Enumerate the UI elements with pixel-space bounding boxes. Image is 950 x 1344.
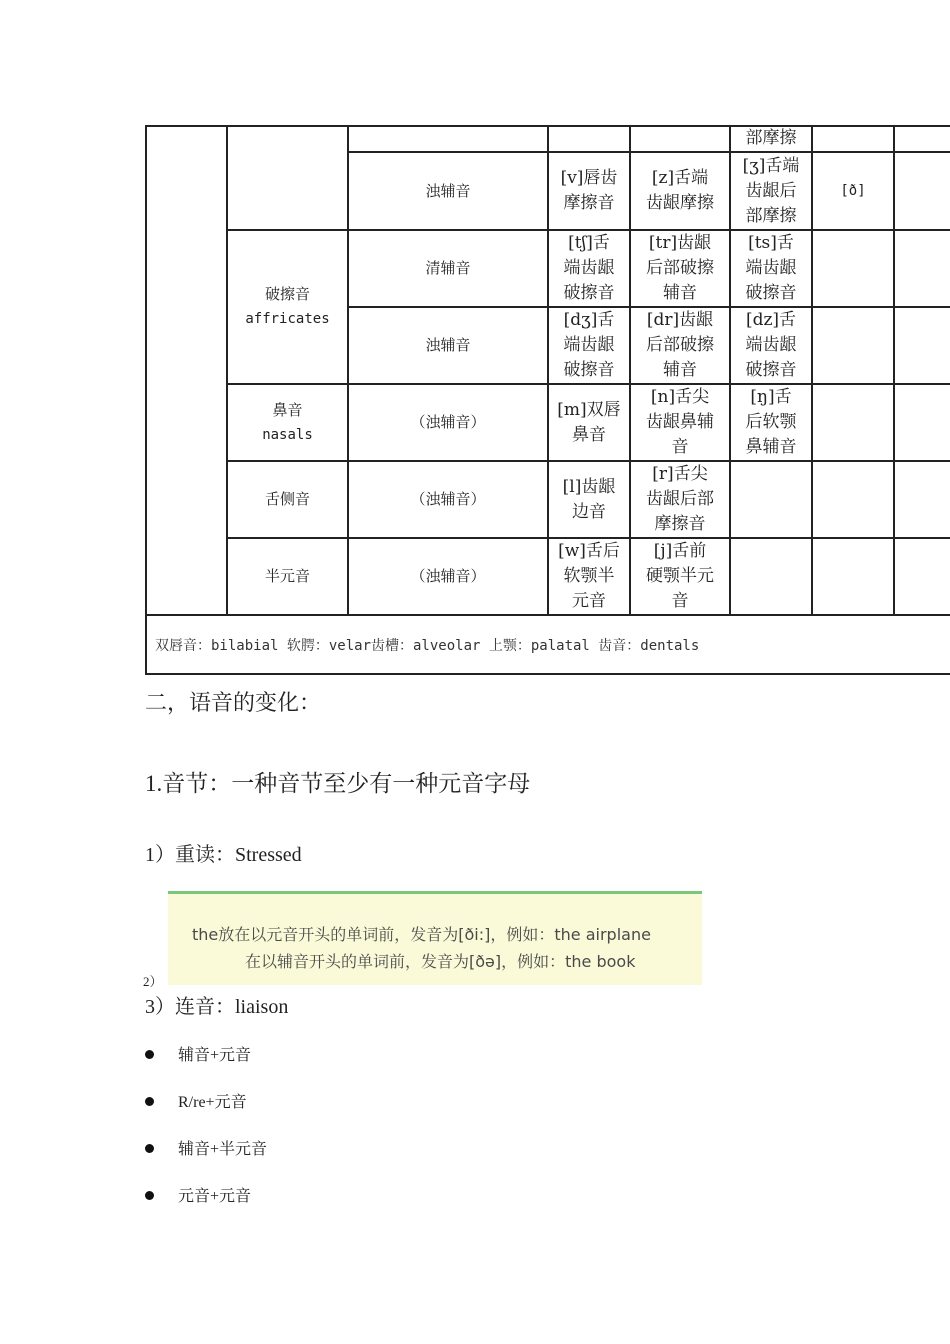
phoneme-description: [w]舌后 软颚半 元音 [558, 541, 620, 611]
category-semivowel [227, 538, 348, 615]
table-cell [630, 538, 730, 615]
table-cell [812, 152, 894, 230]
phoneme-description: [m]双唇 鼻音 [557, 399, 621, 445]
category-cn: 鼻音 [272, 400, 303, 419]
phoneme-description: [ð] [840, 182, 866, 199]
voicing-label: 浊辅音 [425, 336, 471, 354]
category-nasals [227, 384, 348, 461]
table-cell [730, 384, 812, 461]
callout-line-1: the放在以元音开头的单词前，发音为[ði:]，例如：the airplane [192, 925, 651, 944]
table-cell [630, 230, 730, 307]
list-item-text: 辅音+半元音 [178, 1141, 268, 1158]
item-2-label: 2） [143, 974, 163, 989]
table-cell [548, 384, 630, 461]
phoneme-description: [ts]舌 端齿龈 破擦音 [745, 233, 797, 303]
bullet-icon [145, 1191, 154, 1200]
category-lateral [227, 461, 348, 538]
table-cell [730, 230, 812, 307]
phoneme-description: [dz]舌 端齿龈 破擦音 [745, 310, 797, 380]
phoneme-description: [ʒ]舌端 齿龈后 部摩擦 [742, 155, 800, 226]
callout-line-2: 在以辅音开头的单词前，发音为[ðə]，例如：the book [245, 952, 636, 971]
list-item-text: R/re+元音 [178, 1094, 247, 1111]
bullet-icon [145, 1144, 154, 1153]
category-cn: 舌侧音 [264, 490, 310, 508]
phoneme-description: [v]唇齿 摩擦音 [560, 168, 618, 213]
category-cn: 破擦音 [264, 285, 310, 303]
category-en: affricates [245, 311, 330, 327]
category-en: nasals [262, 426, 313, 443]
table-cell [348, 307, 548, 384]
phoneme-description: [tr]齿龈 后部破擦 辅音 [646, 233, 714, 303]
phoneme-description: [r]舌尖 齿龈后部 摩擦音 [646, 464, 714, 534]
list-item [145, 1134, 267, 1181]
table-cell [630, 152, 730, 230]
phoneme-description: [n]舌尖 齿龈鼻辅 音 [646, 387, 714, 457]
item-liaison: 3）连音：liaison [145, 996, 289, 1018]
voicing-label: （浊辅音） [410, 567, 486, 585]
table-cell [348, 384, 548, 461]
article-pronunciation-callout [168, 891, 702, 985]
table-note: 双唇音：bilabial 软腭：velar齿槽：alveolar 上颚：palatal 齿音：dentals [155, 638, 700, 654]
cell-text: 部摩擦 [745, 128, 797, 148]
voicing-label: （浊辅音） [410, 413, 486, 431]
table-cell [630, 307, 730, 384]
voicing-label: 浊辅音 [425, 181, 471, 200]
list-item-text: 辅音+元音 [178, 1047, 252, 1064]
table-cell [730, 307, 812, 384]
voicing-label: （浊辅音） [410, 490, 486, 508]
table-cell [548, 307, 630, 384]
phoneme-description: [z]舌端 齿龈摩擦 [646, 168, 714, 213]
list-item [145, 1040, 267, 1087]
bullet-icon [145, 1097, 154, 1106]
item-stressed: 1）重读：Stressed [145, 844, 302, 866]
category-affricates [227, 230, 348, 384]
table-cell [548, 461, 630, 538]
list-item-text: 元音+元音 [178, 1188, 252, 1205]
consonant-table [145, 125, 950, 675]
table-cell [348, 538, 548, 615]
table-cell [730, 152, 812, 230]
table-cell [630, 384, 730, 461]
voicing-label: 清辅音 [425, 259, 471, 277]
section-heading: 二，语音的变化： [145, 691, 322, 716]
bullet-icon [145, 1050, 154, 1059]
syllable-heading: 1.音节：一种音节至少有一种元音字母 [145, 771, 531, 796]
table-cell [548, 152, 630, 230]
phoneme-description: [ŋ]舌 后软颚 鼻辅音 [745, 387, 797, 457]
table-cell [730, 125, 812, 152]
liaison-list [145, 1040, 267, 1228]
table-cell [348, 461, 548, 538]
list-item [145, 1087, 267, 1134]
phoneme-description: [tʃ]舌 端齿龈 破擦音 [563, 233, 615, 303]
list-item [145, 1181, 267, 1228]
phoneme-description: [j]舌前 硬颚半元 音 [646, 541, 714, 611]
phoneme-description: [l]齿龈 边音 [562, 476, 616, 522]
table-cell [630, 461, 730, 538]
table-cell [548, 538, 630, 615]
phoneme-description: [dʒ]舌 端齿龈 破擦音 [563, 310, 615, 380]
category-cn: 半元音 [264, 567, 310, 585]
phoneme-description: [dr]齿龈 后部破擦 辅音 [646, 310, 714, 380]
table-cell [348, 152, 548, 230]
table-cell [348, 230, 548, 307]
table-cell [548, 230, 630, 307]
